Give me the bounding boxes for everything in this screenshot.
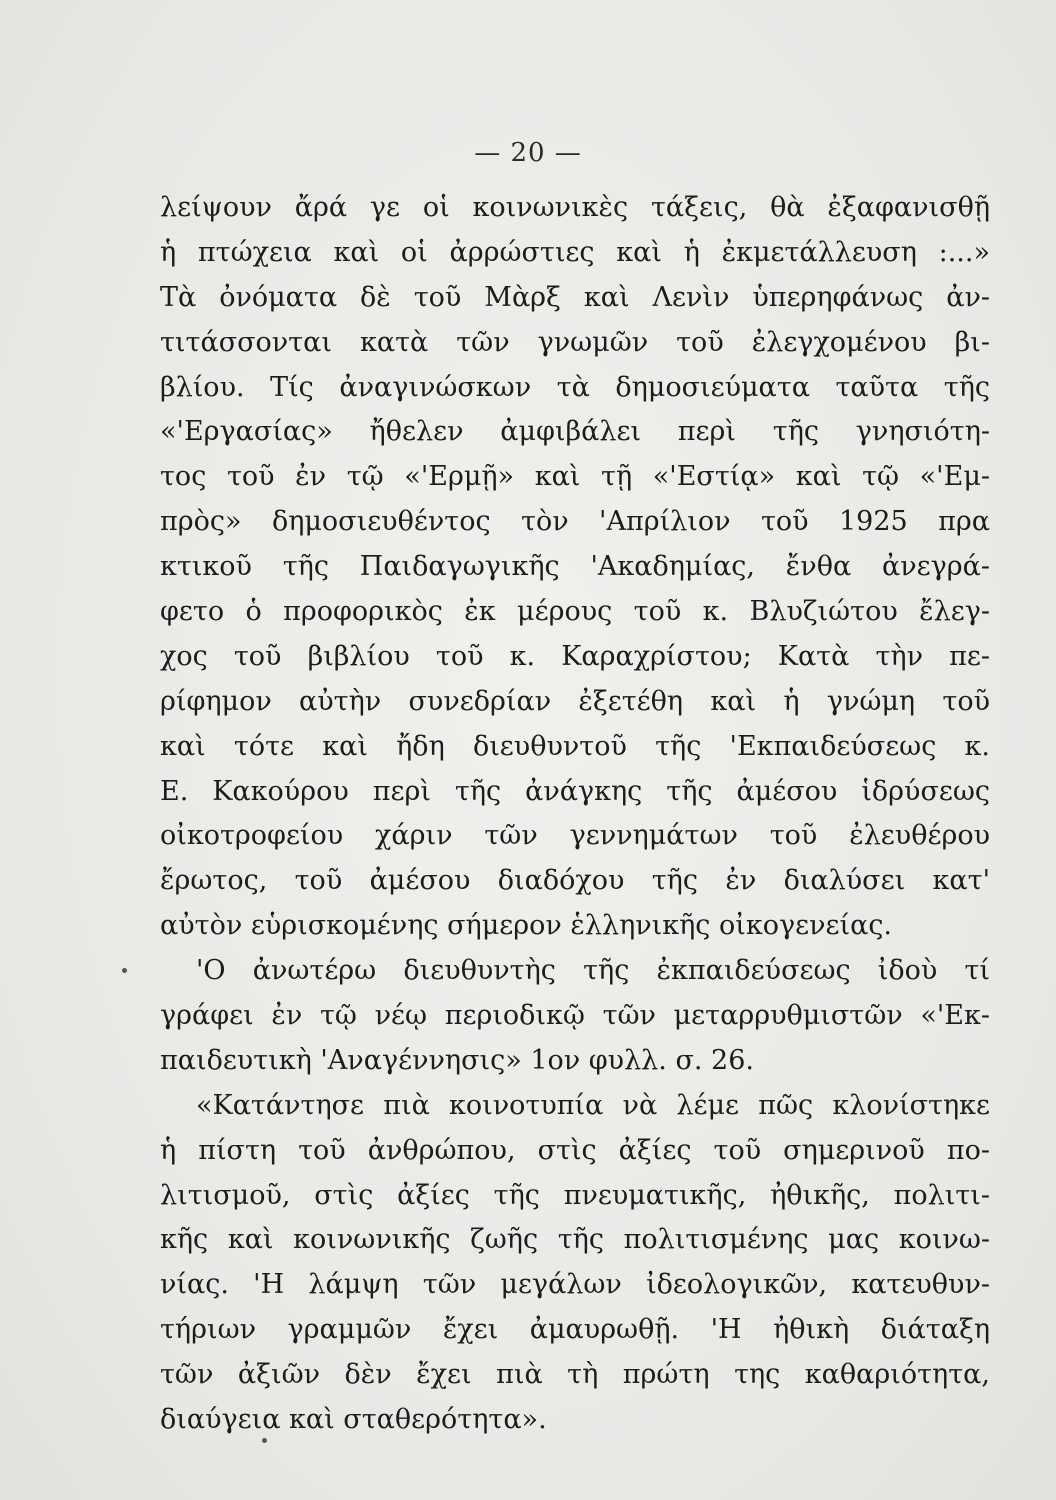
text-line: βλίου. Τίς ἀναγινώσκων τὰ δημοσιεύματα ταῦτα τῆς xyxy=(160,371,990,403)
text-line: χος τοῦ βιβλίου τοῦ κ. Καραχρίστου; Κατὰ τὴν πε- xyxy=(160,640,990,672)
text-line: πρὸς» δημοσιευθέντος τὸν 'Απρίλιον τοῦ 1925 πρα xyxy=(160,506,990,538)
text-line: νίας. 'Η λάμψη τῶν μεγάλων ἰδεολογικῶν, κατευθυν- xyxy=(160,1269,990,1301)
text-line: τιτάσσονται κατὰ τῶν γνωμῶν τοῦ ἐλεγχομένου βι- xyxy=(160,326,990,358)
text-line: λείψουν ἄρά γε οἱ κοινωνικὲς τάξεις, θὰ ἐξαφανισθῇ xyxy=(160,192,990,223)
text-line: λιτισμοῦ, στὶς ἀξίες τῆς πνευματικῆς, ἠθικῆς, πολιτι- xyxy=(160,1179,990,1211)
text-line: παιδευτικὴ 'Αναγέννησις» 1ον φυλλ. σ. 26. xyxy=(160,1044,754,1076)
text-line: καὶ τότε καὶ ἤδη διευθυντοῦ τῆς 'Εκπαιδεύσεως κ. xyxy=(160,730,990,762)
text-line: ρίφημον αὐτὴν συνεδρίαν ἐξετέθη καὶ ἡ γνώμη τοῦ xyxy=(160,685,990,717)
quote-start-line: «Κατάντησε πιὰ κοινοτυπία νὰ λέμε πῶς κλονίστηκε xyxy=(196,1089,990,1121)
text-line: αὐτὸν εὑρισκομένης σήμερον ἑλληνικῆς οἰκογενείας. xyxy=(160,910,893,942)
text-line: ἔρωτος, τοῦ ἀμέσου διαδόχου τῆς ἐν διαλύσει κατ' xyxy=(160,865,990,897)
paragraph-start-line: 'Ο ἀνωτέρω διευθυντὴς τῆς ἐκπαιδεύσεως ἰδοὺ τί xyxy=(196,955,990,987)
text-line: Ε. Κακούρου περὶ τῆς ἀνάγκης τῆς ἀμέσου ἱδρύσεως xyxy=(160,775,990,807)
text-line: κῆς καὶ κοινωνικῆς ζωῆς τῆς πολιτισμένης μας κοινω- xyxy=(160,1224,990,1256)
text-line: γράφει ἐν τῷ νέῳ περιοδικῷ τῶν μεταρρυθμιστῶν «'Εκ- xyxy=(160,1000,990,1032)
text-line: φετο ὁ προφορικὸς ἐκ μέρους τοῦ κ. Βλυζιώτου ἔλεγ- xyxy=(160,596,990,628)
page-number: — 20 — xyxy=(474,138,582,168)
ink-speck xyxy=(122,968,127,973)
text-line: τῶν ἀξιῶν δὲν ἔχει πιὰ τὴ πρώτη της καθαριότητα, xyxy=(160,1359,990,1391)
text-line: διαύγεια καὶ σταθερότητα». xyxy=(160,1404,547,1436)
ink-speck xyxy=(262,1438,267,1443)
text-line: Τὰ ὀνόματα δὲ τοῦ Μὰρξ καὶ Λενὶν ὑπερηφάνως ἀν- xyxy=(160,281,990,313)
text-line: «'Εργασίας» ἤθελεν ἀμφιβάλει περὶ τῆς γνησιότη- xyxy=(160,416,990,448)
text-line: οἰκοτροφείου χάριν τῶν γεννημάτων τοῦ ἐλευθέρου xyxy=(160,820,990,852)
text-line: κτικοῦ τῆς Παιδαγωγικῆς 'Ακαδημίας, ἔνθα ἀνεγρά- xyxy=(160,551,990,583)
body-text xyxy=(160,186,990,1443)
text-line: τήριων γραμμῶν ἔχει ἀμαυρωθῇ. 'Η ἠθικὴ διάταξη xyxy=(160,1314,990,1346)
text-line: ἡ πτώχεια καὶ οἱ ἀρρώστιες καὶ ἡ ἐκμετάλλευση :...» xyxy=(160,236,990,268)
text-line: ἡ πίστη τοῦ ἀνθρώπου, στὶς ἀξίες τοῦ σημερινοῦ πο- xyxy=(160,1134,990,1166)
text-line: τος τοῦ ἐν τῷ «'Ερμῇ» καὶ τῇ «'Εστίᾳ» καὶ τῷ «'Εμ- xyxy=(160,461,990,493)
